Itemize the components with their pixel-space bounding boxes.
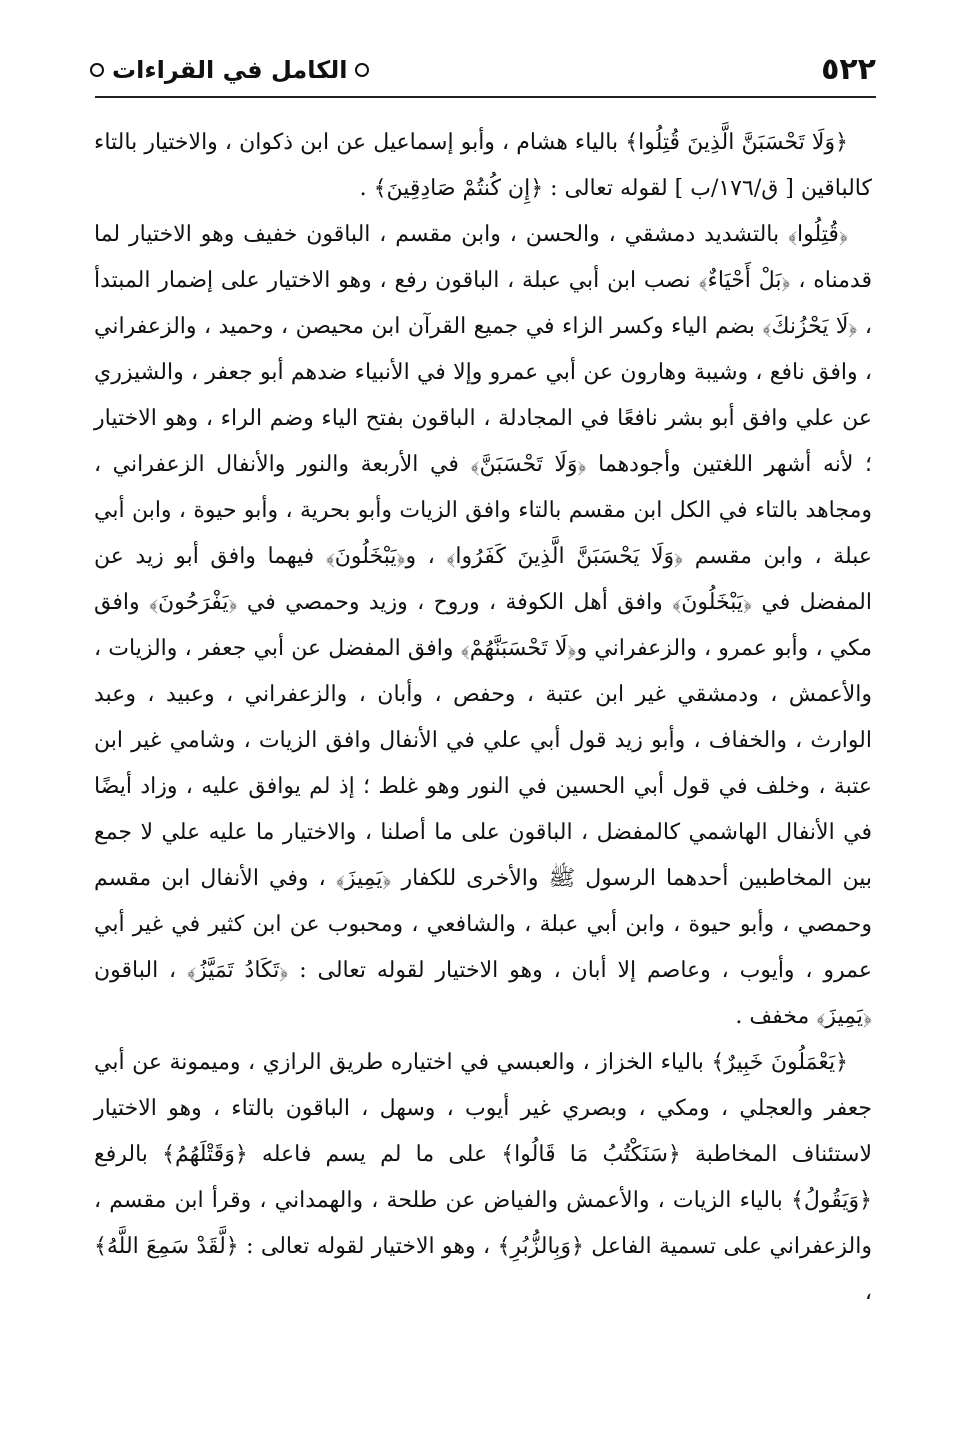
paragraph: ﴿وَلَا تَحْسَبَنَّ الَّذِينَ قُتِلُوا﴾ بالياء هشام ، وأبو إسماعيل عن ابن ذكوان ، والاختيار بالتاء كالباقين [ ق/١٧٦/ب ] لقوله تعالى : ﴿إِن كُنتُمْ صَادِقِينَ﴾ . (94, 130, 872, 201)
running-header (90, 50, 876, 90)
book-title: الكامل في القراءات (112, 56, 348, 84)
circle-ornament-right-icon (355, 63, 369, 77)
circle-ornament-left-icon (90, 63, 104, 77)
page-number: ٥٢٢ (821, 52, 876, 87)
paragraph: ﴿قُتِلُوا﴾ بالتشديد دمشقي ، والحسن ، وابن مقسم ، الباقون خفيف وهو الاختيار لما قدمناه ، ﴿بَلْ أَحْيَاءٌ﴾ نصب ابن أبي عبلة ، الباقون رفع ، وهو الاختيار على إضمار المبتدأ ، ﴿لَا يَحْزُنكَ﴾ بضم الياء وكسر الزاء في جميع القرآن ابن محيصن ، وحميد ، والزعفراني ، وافق نافع ، وشيبة وهارون عن أبي عمرو وإلا في الأنبياء ضدهم أبو جعفر ، والشيزري عن علي وافق أبو بشر نافعًا في المجادلة ، الباقون بفتح الياء وضم الراء ، وهو الاختيار ؛ لأنه أشهر اللغتين وأجودهما ﴿وَلَا تَحْسَبَنَّ﴾ في الأربعة والنور والأنفال الزعفراني ، ومجاهد بالتاء في الكل ابن مقسم بالتاء وافق الزيات وأبو بحرية ، وأبو حيوة ، وابن أبي عبلة ، وابن مقسم ﴿وَلَا يَحْسَبَنَّ الَّذِينَ كَفَرُوا﴾ ، و﴿يَبْخَلُونَ﴾ فيهما وافق أبو زيد عن المفضل في ﴿يَبْخَلُونَ﴾ وافق أهل الكوفة ، وروح ، وزيد وحمصي في ﴿يَفْرَحُونَ﴾ وافق مكي ، وأبو عمرو ، والزعفراني و﴿لَا تَحْسَبَنَّهُمْ﴾ وافق المفضل عن أبي جعفر ، والزيات ، والأعمش ، ودمشقي غير ابن عتبة ، وحفص ، وأبان ، والزعفراني ، وعبيد ، وعبد الوارث ، والخفاف ، وأبو زيد قول أبي علي في الأنفال وافق الزيات ، وشامي غير ابن عتبة ، وخلف في قول أبي الحسين في النور وهو غلط ؛ إذ لم يوافق عليه ، وزاد أيضًا في الأنفال الهاشمي كالمفضل ، الباقون على ما أصلنا ، والاختيار ما عليه علي لا جمع بين المخاطبين أحدهما الرسول ﷺ والأخرى للكفار ﴿يَمِيزَ﴾ ، وفي الأنفال ابن مقسم وحمصي ، وأبو حيوة ، وابن أبي عبلة ، والشافعي ، ومحبوب عن ابن كثير في غير أبي عمرو ، وأيوب ، وعاصم إلا أبان ، وهو الاختيار لقوله تعالى : ﴿تَكَادُ تَمَيَّزُ﴾ ، الباقون ﴿يَمِيزَ﴾ مخفف . (94, 222, 872, 1029)
paragraph: ﴿يَعْمَلُونَ خَبِيرٌ﴾ بالياء الخزاز ، والعبسي في اختياره طريق الرازي ، وميمونة عن أبي جعفر والعجلي ، ومكي ، وبصري غير أيوب ، وسهل ، الباقون بالتاء ، وهو الاختيار لاستئناف المخاطبة ﴿سَنَكْتُبُ مَا قَالُوا﴾ على ما لم يسم فاعله ﴿وَقَتْلَهُمُ﴾ بالرفع ﴿وَيَقُولُ﴾ بالياء الزيات ، والأعمش والفياض عن طلحة ، والهمداني ، وقرأ ابن مقسم ، والزعفراني على تسمية الفاعل ﴿وَبِالزُّبُرِ﴾ ، وهو الاختيار لقوله تعالى : ﴿لَّقَدْ سَمِعَ اللَّهُ﴾ ، (94, 1050, 872, 1305)
book-title-group (90, 56, 369, 84)
body-text (94, 120, 872, 1316)
header-divider (95, 96, 876, 98)
